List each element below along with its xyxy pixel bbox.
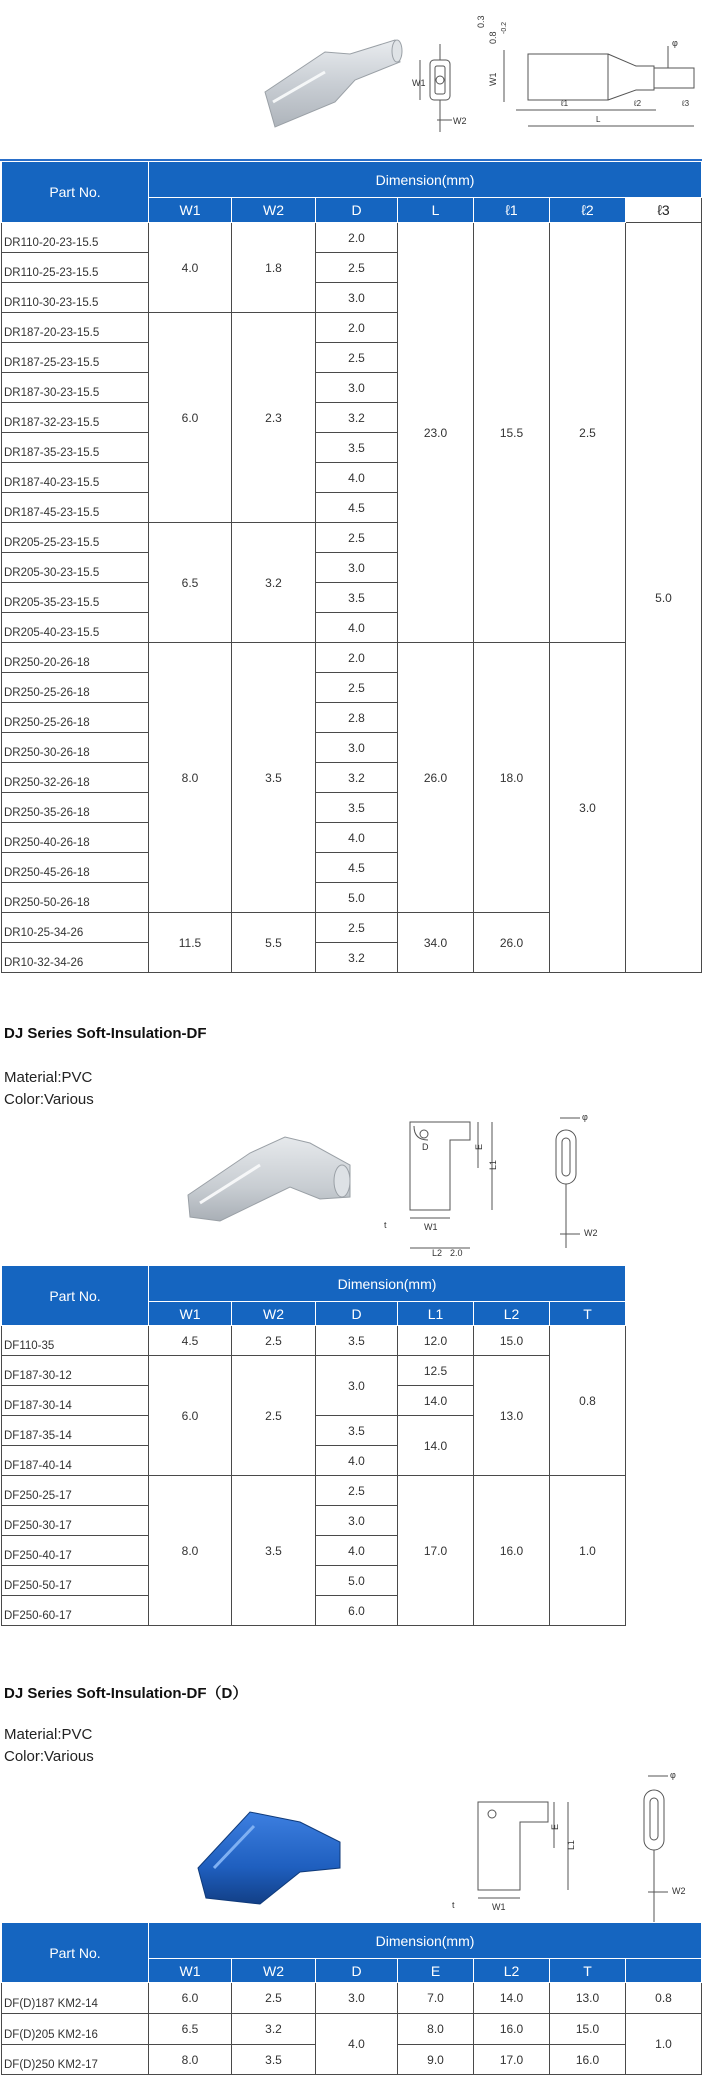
df-d-blue-boot-photo: [190, 1790, 350, 1910]
cell-e: 7.0: [398, 1983, 474, 2014]
cell-l1: 26.0: [474, 913, 550, 973]
dfd-label-l1: L1: [566, 1839, 576, 1850]
table-row-part-no: DR187-45-23-15.5: [2, 493, 149, 523]
cell-w2: 1.8: [232, 223, 316, 313]
cell-d: 4.5: [316, 493, 398, 523]
dfd-label-phi: φ: [670, 1770, 676, 1780]
df-header-w1: W1: [149, 1302, 232, 1326]
cell-w1: 4.5: [149, 1326, 232, 1356]
table-row-part-no: DR250-20-26-18: [2, 643, 149, 673]
header-d: D: [316, 198, 398, 223]
df-label-t: t: [384, 1220, 387, 1230]
table-row-part-no: DR187-40-23-15.5: [2, 463, 149, 493]
cell-extra: 1.0: [626, 2014, 702, 2075]
cell-l: 23.0: [398, 223, 474, 643]
cell-w1: 6.0: [149, 1983, 232, 2014]
cell-d: 2.5: [316, 1476, 398, 1506]
cell-d: 2.8: [316, 703, 398, 733]
section1-drawing-area: [0, 0, 702, 160]
table-row-part-no: DR110-30-23-15.5: [2, 283, 149, 313]
table-row-part-no: DF250-60-17: [2, 1596, 149, 1626]
cell-w2: 5.5: [232, 913, 316, 973]
table-row-part-no: DF187-40-14: [2, 1446, 149, 1476]
cell-l: 34.0: [398, 913, 474, 973]
cell-w1: 8.0: [149, 643, 232, 913]
df-header-dimension: Dimension(mm): [149, 1266, 626, 1302]
cell-d: 2.5: [316, 343, 398, 373]
cell-w2: 3.5: [232, 643, 316, 913]
df-label-d: D: [422, 1142, 429, 1152]
section2-title: DJ Series Soft-Insulation-DF: [4, 1025, 207, 1042]
cell-e: 9.0: [398, 2045, 474, 2075]
clear-boot-photo: [255, 32, 405, 132]
section3-color: Color:Various: [4, 1748, 94, 1765]
header-l: L: [398, 198, 474, 223]
df-end-drawing: [540, 1108, 610, 1258]
table-row-part-no: DR250-25-26-18: [2, 673, 149, 703]
df-header-l2: L2: [474, 1302, 550, 1326]
cell-d: 3.5: [316, 433, 398, 463]
df-header-l1: L1: [398, 1302, 474, 1326]
table-row-part-no: DF(D)250 KM2-17: [2, 2045, 149, 2075]
cell-d: 2.5: [316, 913, 398, 943]
dfd-label-w1: W1: [492, 1902, 506, 1912]
header-w2: W2: [232, 198, 316, 223]
section3-title: DJ Series Soft-Insulation-DF（D）: [4, 1685, 248, 1702]
dfd-header-w2: W2: [232, 1959, 316, 1983]
table-row-part-no: DR250-40-26-18: [2, 823, 149, 853]
cell-w2: 3.5: [232, 2045, 316, 2075]
cell-d: 2.5: [316, 253, 398, 283]
cell-l: 26.0: [398, 643, 474, 913]
cell-d: 3.0: [316, 373, 398, 403]
dfd-header-extra: [626, 1959, 702, 1983]
cell-d: 3.5: [316, 1416, 398, 1446]
table-row-part-no: DR250-50-26-18: [2, 883, 149, 913]
table-row-part-no: DR10-25-34-26: [2, 913, 149, 943]
table-row-part-no: DF(D)205 KM2-16: [2, 2014, 149, 2045]
df-d-end-drawing: [630, 1764, 702, 1934]
cell-l1: 15.5: [474, 223, 550, 643]
df-clear-boot-photo: [180, 1125, 355, 1225]
table-row-part-no: DR250-25-26-18: [2, 703, 149, 733]
cell-w1: 8.0: [149, 2045, 232, 2075]
table-row-part-no: DF250-40-17: [2, 1536, 149, 1566]
cell-l2: 2.5: [550, 223, 626, 643]
cell-d: 3.5: [316, 793, 398, 823]
section2-color: Color:Various: [4, 1091, 94, 1108]
df-side-drawing: [380, 1110, 510, 1260]
table-row-part-no: DF250-30-17: [2, 1506, 149, 1536]
cell-d: 2.0: [316, 313, 398, 343]
label-t: 0.3: [476, 15, 486, 28]
label-l3: ℓ3: [682, 99, 690, 108]
df-d-series-table: [1, 1922, 702, 2075]
df-label-val: 2.0: [450, 1248, 463, 1258]
cell-l1: 14.0: [398, 1416, 474, 1476]
cell-t: 1.0: [550, 1476, 626, 1626]
cell-w1: 6.5: [149, 2014, 232, 2045]
table-row-part-no: DF187-30-12: [2, 1356, 149, 1386]
cell-d: 3.5: [316, 1326, 398, 1356]
cell-d: 2.0: [316, 643, 398, 673]
cell-l2: 13.0: [474, 1356, 550, 1476]
cell-d: 3.0: [316, 283, 398, 313]
cell-w2: 3.2: [232, 523, 316, 643]
dfd-header-part-no: Part No.: [2, 1923, 149, 1983]
table-row-part-no: DR187-32-23-15.5: [2, 403, 149, 433]
label-tol: -0.2: [501, 21, 508, 34]
header-l2: ℓ2: [550, 198, 626, 223]
label-w2-a: W2: [453, 116, 467, 126]
dfd-header-t: T: [550, 1959, 626, 1983]
table-row-part-no: DR205-40-23-15.5: [2, 613, 149, 643]
cell-w2: 3.2: [232, 2014, 316, 2045]
cell-d: 5.0: [316, 1566, 398, 1596]
label-w1-a: W1: [412, 78, 426, 88]
cell-d: 4.0: [316, 2014, 398, 2075]
cell-d: 3.5: [316, 583, 398, 613]
cell-d: 2.0: [316, 223, 398, 253]
table-row-part-no: DR187-25-23-15.5: [2, 343, 149, 373]
label-l2: ℓ2: [634, 99, 642, 108]
cell-l1: 12.5: [398, 1356, 474, 1386]
df-d-side-drawing: [448, 1790, 578, 1940]
side-view-drawing: [476, 6, 702, 146]
table-row-part-no: DR187-30-23-15.5: [2, 373, 149, 403]
table-row-part-no: DR187-35-23-15.5: [2, 433, 149, 463]
label-l1: ℓ1: [561, 99, 569, 108]
dfd-header-w1: W1: [149, 1959, 232, 1983]
df-header-t: T: [550, 1302, 626, 1326]
df-header-w2: W2: [232, 1302, 316, 1326]
cell-w1: 4.0: [149, 223, 232, 313]
table-row-part-no: DF187-35-14: [2, 1416, 149, 1446]
cell-w2: 2.5: [232, 1326, 316, 1356]
dfd-header-l2: L2: [474, 1959, 550, 1983]
cell-d: 3.2: [316, 763, 398, 793]
cell-w1: 6.5: [149, 523, 232, 643]
dfd-label-w2: W2: [672, 1886, 686, 1896]
cell-l1: 18.0: [474, 643, 550, 913]
cell-w2: 3.5: [232, 1476, 316, 1626]
cell-l2: 14.0: [474, 1983, 550, 2014]
label-w1-b: W1: [488, 72, 498, 86]
table-row-part-no: DR10-32-34-26: [2, 943, 149, 973]
cell-l2: 16.0: [474, 2014, 550, 2045]
cell-d: 3.0: [316, 553, 398, 583]
df-label-l2: L2: [432, 1248, 443, 1258]
header-w1: W1: [149, 198, 232, 223]
dfd-header-d: D: [316, 1959, 398, 1983]
cell-d: 4.0: [316, 1446, 398, 1476]
df-label-w1: W1: [424, 1222, 438, 1232]
table-row-part-no: DR187-20-23-15.5: [2, 313, 149, 343]
table-row-part-no: DR250-35-26-18: [2, 793, 149, 823]
cell-l2: 17.0: [474, 2045, 550, 2075]
cell-l1: 12.0: [398, 1326, 474, 1356]
cell-d: 6.0: [316, 1596, 398, 1626]
cell-d: 3.0: [316, 1356, 398, 1416]
cell-d: 5.0: [316, 883, 398, 913]
cell-w1: 6.0: [149, 1356, 232, 1476]
cell-l1: 17.0: [398, 1476, 474, 1626]
cell-d: 3.0: [316, 733, 398, 763]
table-row-part-no: DR250-30-26-18: [2, 733, 149, 763]
table-row-part-no: DR250-45-26-18: [2, 853, 149, 883]
table-row-part-no: DF250-50-17: [2, 1566, 149, 1596]
header-l3: ℓ3: [626, 198, 702, 223]
cell-t: 0.8: [550, 1326, 626, 1476]
cell-d: 4.0: [316, 613, 398, 643]
df-label-w2: W2: [584, 1228, 598, 1238]
dr-series-table: [1, 161, 702, 973]
cell-w2: 2.5: [232, 1356, 316, 1476]
dfd-header-dimension: Dimension(mm): [149, 1923, 702, 1959]
cell-d: 4.0: [316, 1536, 398, 1566]
label-l: L: [596, 115, 601, 124]
table-row-part-no: DF250-25-17: [2, 1476, 149, 1506]
cell-d: 3.2: [316, 943, 398, 973]
df-label-e: E: [474, 1143, 484, 1150]
df-series-table: [1, 1265, 626, 1626]
header-l1: ℓ1: [474, 198, 550, 223]
dfd-header-e: E: [398, 1959, 474, 1983]
cell-d: 4.5: [316, 853, 398, 883]
cell-w2: 2.5: [232, 1983, 316, 2014]
cell-d: 4.0: [316, 463, 398, 493]
cell-l2: 3.0: [550, 643, 626, 973]
df-label-phi: φ: [582, 1112, 588, 1122]
label-phi: φ: [672, 38, 678, 48]
cell-w1: 8.0: [149, 1476, 232, 1626]
cell-d: 3.0: [316, 1983, 398, 2014]
cell-d: 4.0: [316, 823, 398, 853]
df-header-d: D: [316, 1302, 398, 1326]
cell-w1: 11.5: [149, 913, 232, 973]
cell-d: 3.2: [316, 403, 398, 433]
table-row-part-no: DR205-35-23-15.5: [2, 583, 149, 613]
df-label-l1: L1: [488, 1159, 498, 1170]
cell-extra: 0.8: [626, 1983, 702, 2014]
cell-l1: 14.0: [398, 1386, 474, 1416]
cell-d: 2.5: [316, 673, 398, 703]
cell-w2: 2.3: [232, 313, 316, 523]
table-row-part-no: DR205-25-23-15.5: [2, 523, 149, 553]
section3-material: Material:PVC: [4, 1726, 93, 1743]
cell-w1: 6.0: [149, 313, 232, 523]
table-row-part-no: DR205-30-23-15.5: [2, 553, 149, 583]
cell-d: 3.0: [316, 1506, 398, 1536]
header-part-no: Part No.: [2, 162, 149, 223]
label-w: 0.8: [488, 31, 498, 44]
dfd-label-t: t: [452, 1900, 455, 1910]
table-row-part-no: DF110-35: [2, 1326, 149, 1356]
section2-material: Material:PVC: [4, 1069, 93, 1086]
table-row-part-no: DR110-25-23-15.5: [2, 253, 149, 283]
dfd-label-e: E: [550, 1823, 560, 1830]
cell-l2: 16.0: [474, 1476, 550, 1626]
cell-l3: 5.0: [626, 223, 702, 973]
cell-d: 2.5: [316, 523, 398, 553]
df-header-part-no: Part No.: [2, 1266, 149, 1326]
header-dimension: Dimension(mm): [149, 162, 702, 198]
cell-e: 8.0: [398, 2014, 474, 2045]
cell-t: 15.0: [550, 2014, 626, 2045]
table-row-part-no: DF187-30-14: [2, 1386, 149, 1416]
table-row-part-no: DR110-20-23-15.5: [2, 223, 149, 253]
end-view-drawing: [412, 44, 472, 134]
cell-t: 16.0: [550, 2045, 626, 2075]
table-row-part-no: DR250-32-26-18: [2, 763, 149, 793]
table-row-part-no: DF(D)187 KM2-14: [2, 1983, 149, 2014]
cell-t: 13.0: [550, 1983, 626, 2014]
cell-l2: 15.0: [474, 1326, 550, 1356]
